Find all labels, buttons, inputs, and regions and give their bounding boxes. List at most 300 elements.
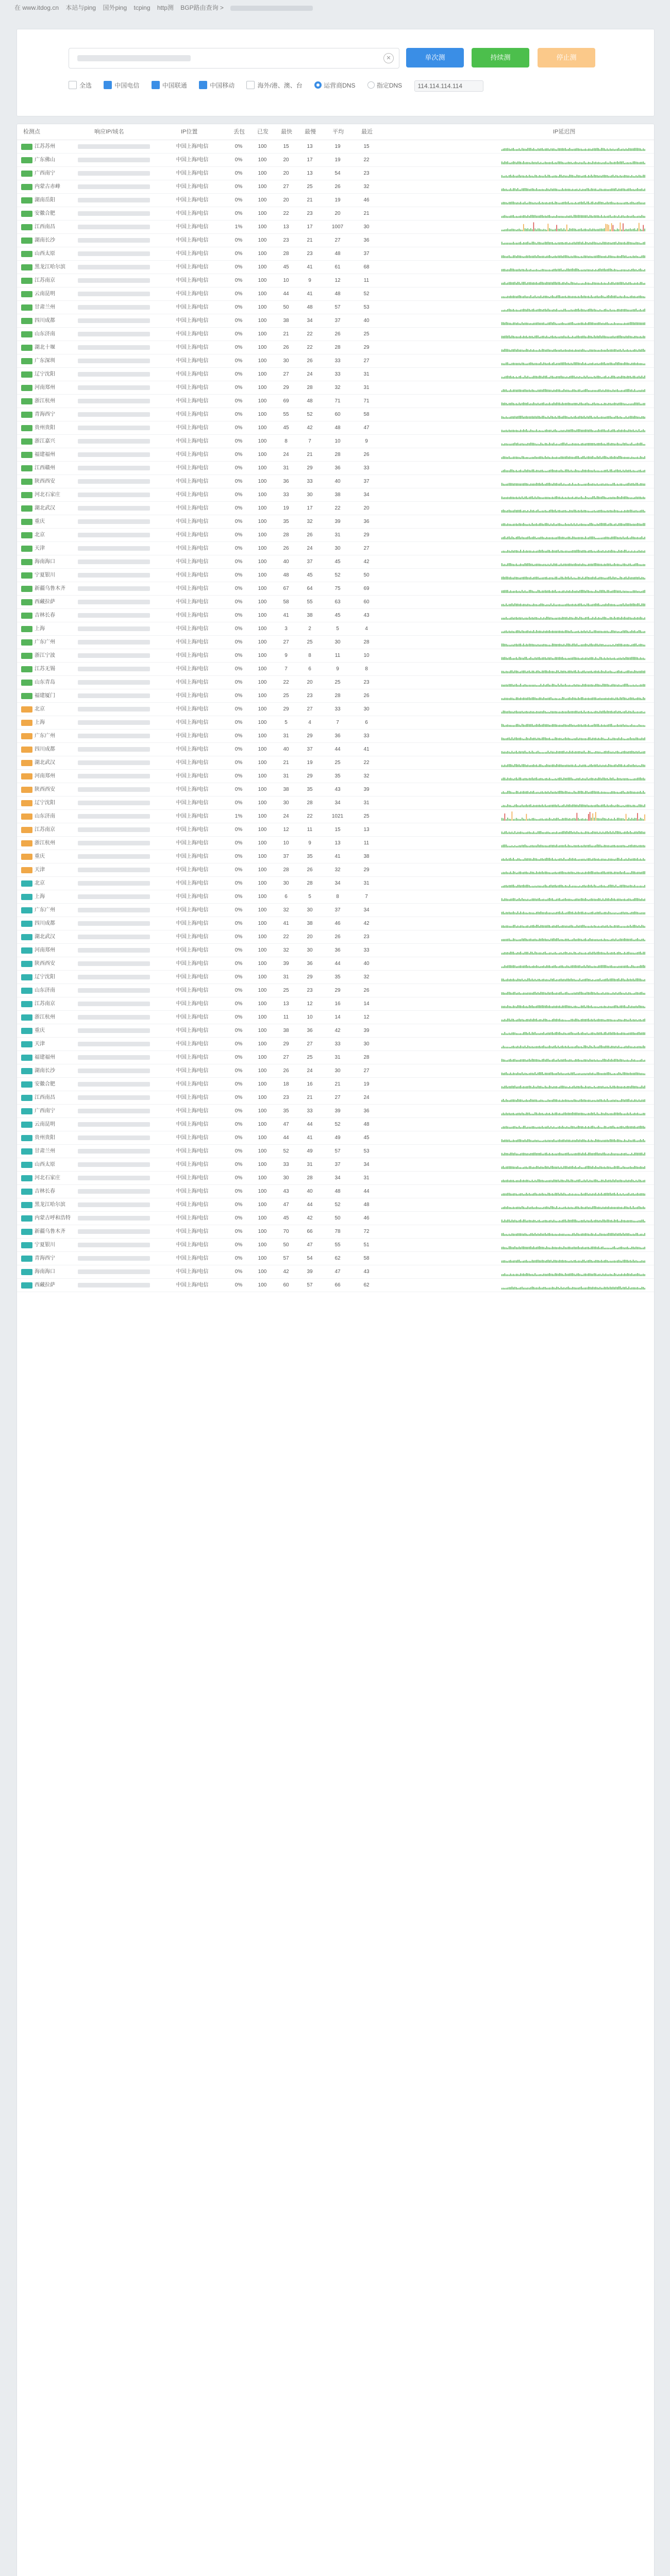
table-row[interactable] bbox=[17, 582, 654, 596]
latency-tick bbox=[541, 309, 542, 312]
latency-tick bbox=[631, 229, 632, 231]
nav-item-foreign-ping[interactable]: 国外ping bbox=[103, 4, 127, 11]
latency-tick bbox=[620, 189, 621, 191]
latency-tick bbox=[554, 671, 555, 673]
latency-tick bbox=[509, 698, 510, 700]
nav-item-tcping[interactable]: tcping bbox=[133, 4, 150, 11]
latency-tick bbox=[637, 457, 638, 460]
sent-value: 100 bbox=[258, 532, 267, 538]
latency-tick bbox=[561, 242, 562, 245]
latency-tick bbox=[523, 537, 524, 539]
last-value: 8 bbox=[365, 666, 368, 672]
search-input[interactable] bbox=[69, 48, 399, 69]
latency-tick bbox=[598, 376, 599, 379]
latency-tick bbox=[565, 497, 566, 499]
ip-location: 中国上海/电信 bbox=[176, 479, 209, 484]
latency-tick bbox=[581, 336, 582, 338]
table-row[interactable] bbox=[17, 555, 654, 569]
latency-tick bbox=[513, 470, 514, 472]
latency-tick bbox=[608, 457, 609, 459]
latency-tick bbox=[512, 402, 513, 405]
latency-tick bbox=[534, 376, 535, 379]
latency-tick bbox=[556, 430, 557, 432]
min-value: 41 bbox=[283, 613, 289, 618]
latency-tick bbox=[543, 444, 544, 446]
loss-value: 0% bbox=[234, 706, 243, 712]
table-row[interactable] bbox=[17, 341, 654, 354]
table-row[interactable] bbox=[17, 676, 654, 689]
table-row[interactable] bbox=[17, 368, 654, 381]
table-row[interactable] bbox=[17, 395, 654, 408]
latency-tick bbox=[555, 269, 556, 272]
latency-tick bbox=[592, 403, 593, 405]
latency-tick bbox=[543, 537, 544, 539]
latency-tick bbox=[543, 296, 544, 298]
latency-tick bbox=[581, 416, 582, 419]
latency-tick bbox=[549, 578, 550, 580]
table-row[interactable] bbox=[17, 462, 654, 475]
table-row[interactable] bbox=[17, 140, 654, 154]
ip-location: 中国上海/电信 bbox=[176, 465, 209, 471]
table-row[interactable] bbox=[17, 502, 654, 515]
latency-tick bbox=[517, 363, 518, 365]
latency-tick bbox=[530, 657, 531, 660]
table-row[interactable] bbox=[17, 274, 654, 287]
latency-tick bbox=[592, 377, 593, 379]
latency-tick bbox=[615, 257, 616, 258]
table-row[interactable] bbox=[17, 207, 654, 221]
latency-tick bbox=[642, 189, 643, 191]
latency-tick bbox=[637, 698, 638, 700]
latency-tick bbox=[627, 457, 628, 459]
latency-tick bbox=[598, 403, 599, 405]
latency-tick bbox=[577, 175, 578, 178]
latency-tick bbox=[644, 484, 645, 486]
latency-tick bbox=[597, 190, 598, 191]
option-custom-dns[interactable] bbox=[367, 80, 402, 91]
last-value: 68 bbox=[363, 264, 370, 270]
table-row[interactable] bbox=[17, 529, 654, 542]
latency-tick bbox=[615, 444, 616, 446]
latency-tick bbox=[633, 470, 634, 472]
checkbox-icon[interactable] bbox=[152, 81, 160, 89]
clear-icon[interactable]: ✕ bbox=[383, 53, 394, 63]
latency-tick bbox=[522, 269, 523, 272]
latency-tick bbox=[620, 430, 621, 432]
table-row[interactable] bbox=[17, 167, 654, 180]
dns-input[interactable]: 114.114.114.114 bbox=[414, 80, 483, 92]
latency-tick bbox=[527, 537, 528, 539]
latency-tick bbox=[628, 470, 629, 472]
table-row[interactable] bbox=[17, 194, 654, 207]
latency-tick bbox=[578, 591, 579, 593]
latency-tick bbox=[590, 363, 591, 365]
table-row[interactable] bbox=[17, 636, 654, 649]
table-row[interactable] bbox=[17, 609, 654, 622]
latency-tick bbox=[516, 256, 517, 258]
latency-sparkline bbox=[501, 209, 646, 218]
table-row[interactable] bbox=[17, 515, 654, 529]
latency-tick bbox=[514, 725, 515, 727]
option-mobile[interactable] bbox=[199, 80, 234, 91]
latency-tick bbox=[536, 551, 537, 553]
latency-tick bbox=[517, 269, 518, 272]
table-row[interactable] bbox=[17, 408, 654, 421]
radio-icon[interactable] bbox=[367, 81, 375, 89]
latency-tick bbox=[505, 148, 506, 151]
latency-tick bbox=[579, 444, 580, 446]
latency-tick bbox=[579, 685, 580, 687]
latency-tick bbox=[546, 429, 547, 432]
table-row[interactable] bbox=[17, 663, 654, 676]
latency-tick bbox=[510, 268, 511, 272]
option-telecom[interactable] bbox=[104, 80, 139, 91]
nav-item-ping[interactable]: 本站与ping bbox=[65, 4, 96, 11]
latency-tick bbox=[571, 376, 572, 379]
latency-tick bbox=[538, 377, 539, 379]
latency-tick bbox=[611, 216, 612, 218]
latency-tick bbox=[597, 256, 598, 258]
latency-tick bbox=[591, 470, 592, 472]
nav-item-http[interactable]: http测 bbox=[157, 4, 174, 11]
latency-tick bbox=[536, 630, 537, 633]
latency-tick bbox=[533, 604, 534, 606]
option-unicom[interactable] bbox=[152, 80, 187, 91]
latency-sparkline bbox=[501, 570, 646, 580]
latency-tick bbox=[527, 431, 528, 432]
latency-tick bbox=[548, 349, 549, 352]
latency-tick bbox=[512, 511, 513, 513]
latency-tick bbox=[529, 524, 530, 527]
table-row[interactable] bbox=[17, 596, 654, 609]
option-select-all[interactable] bbox=[69, 80, 92, 91]
latency-tick bbox=[538, 618, 539, 620]
table-row[interactable] bbox=[17, 716, 654, 730]
latency-tick bbox=[608, 269, 609, 272]
stop-test-button[interactable] bbox=[538, 48, 595, 67]
radio-icon[interactable] bbox=[314, 81, 322, 89]
table-row[interactable] bbox=[17, 328, 654, 341]
table-row[interactable] bbox=[17, 435, 654, 448]
latency-tick bbox=[628, 632, 629, 633]
option-label: 海外/港、澳、台 bbox=[257, 82, 303, 89]
table-row[interactable] bbox=[17, 475, 654, 488]
latency-tick bbox=[516, 631, 517, 633]
latency-tick bbox=[597, 162, 598, 164]
latency-tick bbox=[582, 684, 583, 687]
latency-tick bbox=[565, 577, 566, 580]
latency-tick bbox=[626, 470, 627, 473]
latency-tick bbox=[527, 148, 528, 151]
latency-tick bbox=[621, 484, 622, 486]
latency-tick bbox=[608, 189, 609, 191]
latency-tick bbox=[522, 337, 523, 339]
continuous-test-button[interactable] bbox=[472, 48, 529, 67]
table-row[interactable] bbox=[17, 569, 654, 582]
latency-tick bbox=[538, 551, 539, 553]
table-row[interactable] bbox=[17, 247, 654, 261]
latency-tick bbox=[587, 631, 588, 633]
latency-tick bbox=[579, 257, 580, 258]
node-name: 浙江嘉兴 bbox=[35, 438, 55, 444]
ip-location: 中国上海/电信 bbox=[176, 412, 209, 417]
latency-tick bbox=[563, 362, 564, 365]
latency-tick bbox=[550, 603, 551, 606]
latency-tick bbox=[588, 256, 589, 258]
latency-tick bbox=[561, 268, 562, 272]
latency-tick bbox=[595, 711, 596, 714]
latency-tick bbox=[614, 363, 615, 365]
latency-tick bbox=[536, 335, 537, 338]
latency-tick bbox=[561, 524, 562, 526]
latency-tick bbox=[538, 335, 539, 338]
latency-tick bbox=[550, 162, 551, 164]
latency-tick bbox=[507, 550, 508, 553]
latency-tick bbox=[527, 604, 528, 606]
latency-tick bbox=[578, 497, 579, 499]
latency-tick bbox=[572, 175, 573, 178]
latency-tick bbox=[591, 591, 592, 593]
latency-tick bbox=[581, 323, 582, 325]
latency-tick bbox=[590, 537, 591, 540]
latency-tick bbox=[615, 523, 616, 526]
latency-tick bbox=[575, 215, 576, 218]
latency-tick bbox=[568, 658, 569, 660]
latency-tick bbox=[501, 161, 502, 164]
latency-tick bbox=[635, 162, 636, 164]
table-row[interactable] bbox=[17, 381, 654, 395]
latency-tick bbox=[597, 618, 598, 620]
table-row[interactable] bbox=[17, 542, 654, 555]
latency-tick bbox=[633, 337, 634, 338]
latency-tick bbox=[581, 215, 582, 218]
header-node: 检测点 bbox=[23, 129, 40, 135]
table-row[interactable] bbox=[17, 448, 654, 462]
latency-tick bbox=[512, 257, 513, 258]
latency-tick bbox=[624, 430, 625, 433]
latency-tick bbox=[569, 537, 571, 539]
latency-tick bbox=[584, 710, 585, 714]
latency-tick bbox=[621, 604, 622, 606]
latency-tick bbox=[601, 457, 602, 459]
latency-tick bbox=[527, 484, 528, 486]
latency-tick bbox=[532, 698, 533, 701]
latency-tick bbox=[532, 162, 533, 165]
latency-tick bbox=[572, 216, 573, 218]
latency-tick bbox=[549, 483, 550, 486]
latency-tick bbox=[588, 685, 589, 687]
latency-tick bbox=[532, 537, 533, 539]
latency-tick bbox=[550, 336, 551, 338]
node-cell bbox=[21, 622, 45, 635]
latency-tick bbox=[599, 456, 600, 459]
latency-tick bbox=[541, 243, 542, 245]
latency-tick bbox=[639, 162, 640, 164]
latency-tick bbox=[562, 416, 563, 419]
nav-item-home[interactable]: 在 www.itdog.cn bbox=[14, 4, 59, 11]
table-row[interactable] bbox=[17, 354, 654, 368]
latency-tick bbox=[556, 698, 557, 700]
latency-tick bbox=[577, 203, 578, 205]
latency-tick bbox=[522, 470, 523, 472]
latency-tick bbox=[575, 469, 576, 472]
option-overseas[interactable] bbox=[246, 80, 302, 91]
latency-tick bbox=[503, 497, 504, 499]
latency-tick bbox=[604, 350, 605, 352]
latency-tick bbox=[599, 350, 600, 352]
latency-tick bbox=[578, 215, 579, 218]
checkbox-icon[interactable] bbox=[199, 81, 207, 89]
latency-tick bbox=[552, 229, 553, 231]
latency-tick bbox=[507, 404, 508, 405]
nav-item-bgp[interactable]: BGP路由查询 > bbox=[180, 4, 224, 11]
latency-tick bbox=[517, 282, 518, 285]
node-cell bbox=[21, 395, 55, 408]
latency-tick bbox=[614, 310, 615, 312]
latency-tick bbox=[637, 363, 638, 365]
node-name: 安徽合肥 bbox=[35, 211, 55, 216]
latency-tick bbox=[578, 429, 579, 432]
latency-tick bbox=[509, 243, 510, 245]
table-row[interactable] bbox=[17, 649, 654, 663]
latency-tick bbox=[624, 711, 625, 714]
latency-tick bbox=[527, 671, 528, 673]
table-row[interactable] bbox=[17, 622, 654, 636]
checkbox-icon[interactable] bbox=[104, 81, 112, 89]
latency-tick bbox=[506, 644, 507, 647]
latency-tick bbox=[582, 189, 583, 191]
latency-tick bbox=[526, 162, 527, 165]
latency-tick bbox=[582, 697, 583, 700]
table-row[interactable] bbox=[17, 689, 654, 703]
checkbox-icon[interactable] bbox=[246, 81, 255, 89]
latency-tick bbox=[569, 403, 571, 405]
latency-tick bbox=[541, 148, 542, 151]
table-row[interactable] bbox=[17, 261, 654, 274]
latency-tick bbox=[614, 483, 615, 486]
latency-tick bbox=[575, 698, 576, 700]
min-value: 24 bbox=[283, 452, 289, 457]
latency-tick bbox=[525, 457, 526, 459]
latency-tick bbox=[579, 658, 580, 660]
latency-tick bbox=[533, 536, 534, 539]
latency-tick bbox=[604, 175, 605, 178]
latency-tick bbox=[631, 389, 632, 392]
latency-tick bbox=[541, 711, 542, 714]
latency-tick bbox=[579, 229, 580, 231]
option-isp-dns[interactable] bbox=[314, 80, 355, 91]
latency-tick bbox=[617, 469, 618, 472]
table-row[interactable] bbox=[17, 287, 654, 301]
table-row[interactable] bbox=[17, 703, 654, 716]
table-row[interactable] bbox=[17, 421, 654, 435]
latency-tick bbox=[541, 389, 542, 392]
last-value: 29 bbox=[363, 532, 370, 538]
latency-tick bbox=[562, 657, 563, 660]
table-row[interactable] bbox=[17, 314, 654, 328]
latency-tick bbox=[592, 257, 593, 259]
latency-tick bbox=[510, 537, 511, 539]
latency-tick bbox=[599, 590, 600, 593]
ip-location: 中国上海/电信 bbox=[176, 278, 209, 283]
latency-tick bbox=[598, 162, 599, 164]
latency-tick bbox=[523, 456, 524, 459]
table-row[interactable] bbox=[17, 234, 654, 247]
latency-tick bbox=[509, 524, 510, 526]
latency-tick bbox=[626, 550, 627, 553]
latency-tick bbox=[563, 377, 564, 379]
latency-tick bbox=[571, 457, 572, 459]
single-test-button[interactable] bbox=[406, 48, 464, 67]
table-row[interactable] bbox=[17, 154, 654, 167]
latency-tick bbox=[601, 551, 602, 553]
latency-tick bbox=[620, 175, 621, 178]
last-value: 69 bbox=[363, 586, 370, 591]
sent-value: 100 bbox=[258, 626, 267, 632]
latency-tick bbox=[571, 470, 572, 472]
latency-tick bbox=[585, 617, 586, 620]
latency-sparkline bbox=[501, 383, 646, 393]
latency-tick bbox=[526, 564, 527, 566]
latency-tick bbox=[633, 283, 634, 285]
latency-tick bbox=[503, 336, 504, 338]
latency-tick bbox=[548, 162, 549, 164]
latency-tick bbox=[530, 470, 531, 472]
latency-tick bbox=[587, 364, 588, 365]
latency-tick bbox=[626, 256, 627, 258]
latency-tick bbox=[558, 242, 559, 245]
latency-tick bbox=[533, 189, 534, 191]
latency-tick bbox=[559, 497, 560, 499]
max-value: 41 bbox=[307, 291, 313, 297]
latency-tick bbox=[566, 416, 567, 419]
latency-tick bbox=[565, 564, 566, 566]
sent-value: 100 bbox=[258, 224, 267, 230]
latency-tick bbox=[552, 605, 553, 606]
node-name: 青海西宁 bbox=[35, 412, 55, 417]
latency-tick bbox=[578, 524, 579, 526]
table-row[interactable] bbox=[17, 488, 654, 502]
latency-tick bbox=[525, 577, 526, 580]
table-row[interactable] bbox=[17, 301, 654, 314]
latency-tick bbox=[516, 617, 517, 620]
latency-tick bbox=[579, 724, 580, 727]
latency-tick bbox=[545, 215, 546, 218]
latency-tick bbox=[532, 215, 533, 218]
latency-tick bbox=[520, 484, 521, 486]
latency-tick bbox=[602, 269, 604, 272]
latency-tick bbox=[601, 538, 602, 540]
latency-tick bbox=[590, 564, 591, 566]
latency-tick bbox=[639, 363, 640, 365]
table-row[interactable] bbox=[17, 221, 654, 234]
latency-tick bbox=[529, 377, 530, 379]
latency-tick bbox=[592, 483, 593, 486]
latency-tick bbox=[574, 323, 575, 325]
latency-tick bbox=[584, 724, 585, 727]
latency-tick bbox=[550, 416, 551, 419]
latency-tick bbox=[512, 377, 513, 379]
latency-tick bbox=[587, 376, 588, 379]
table-row[interactable] bbox=[17, 180, 654, 194]
latency-tick bbox=[512, 215, 513, 218]
latency-tick bbox=[594, 671, 595, 673]
checkbox-icon[interactable] bbox=[69, 81, 77, 89]
latency-tick bbox=[602, 242, 604, 245]
latency-tick bbox=[639, 698, 640, 700]
node-name: 甘肃兰州 bbox=[35, 304, 55, 310]
latency-tick bbox=[614, 524, 615, 526]
